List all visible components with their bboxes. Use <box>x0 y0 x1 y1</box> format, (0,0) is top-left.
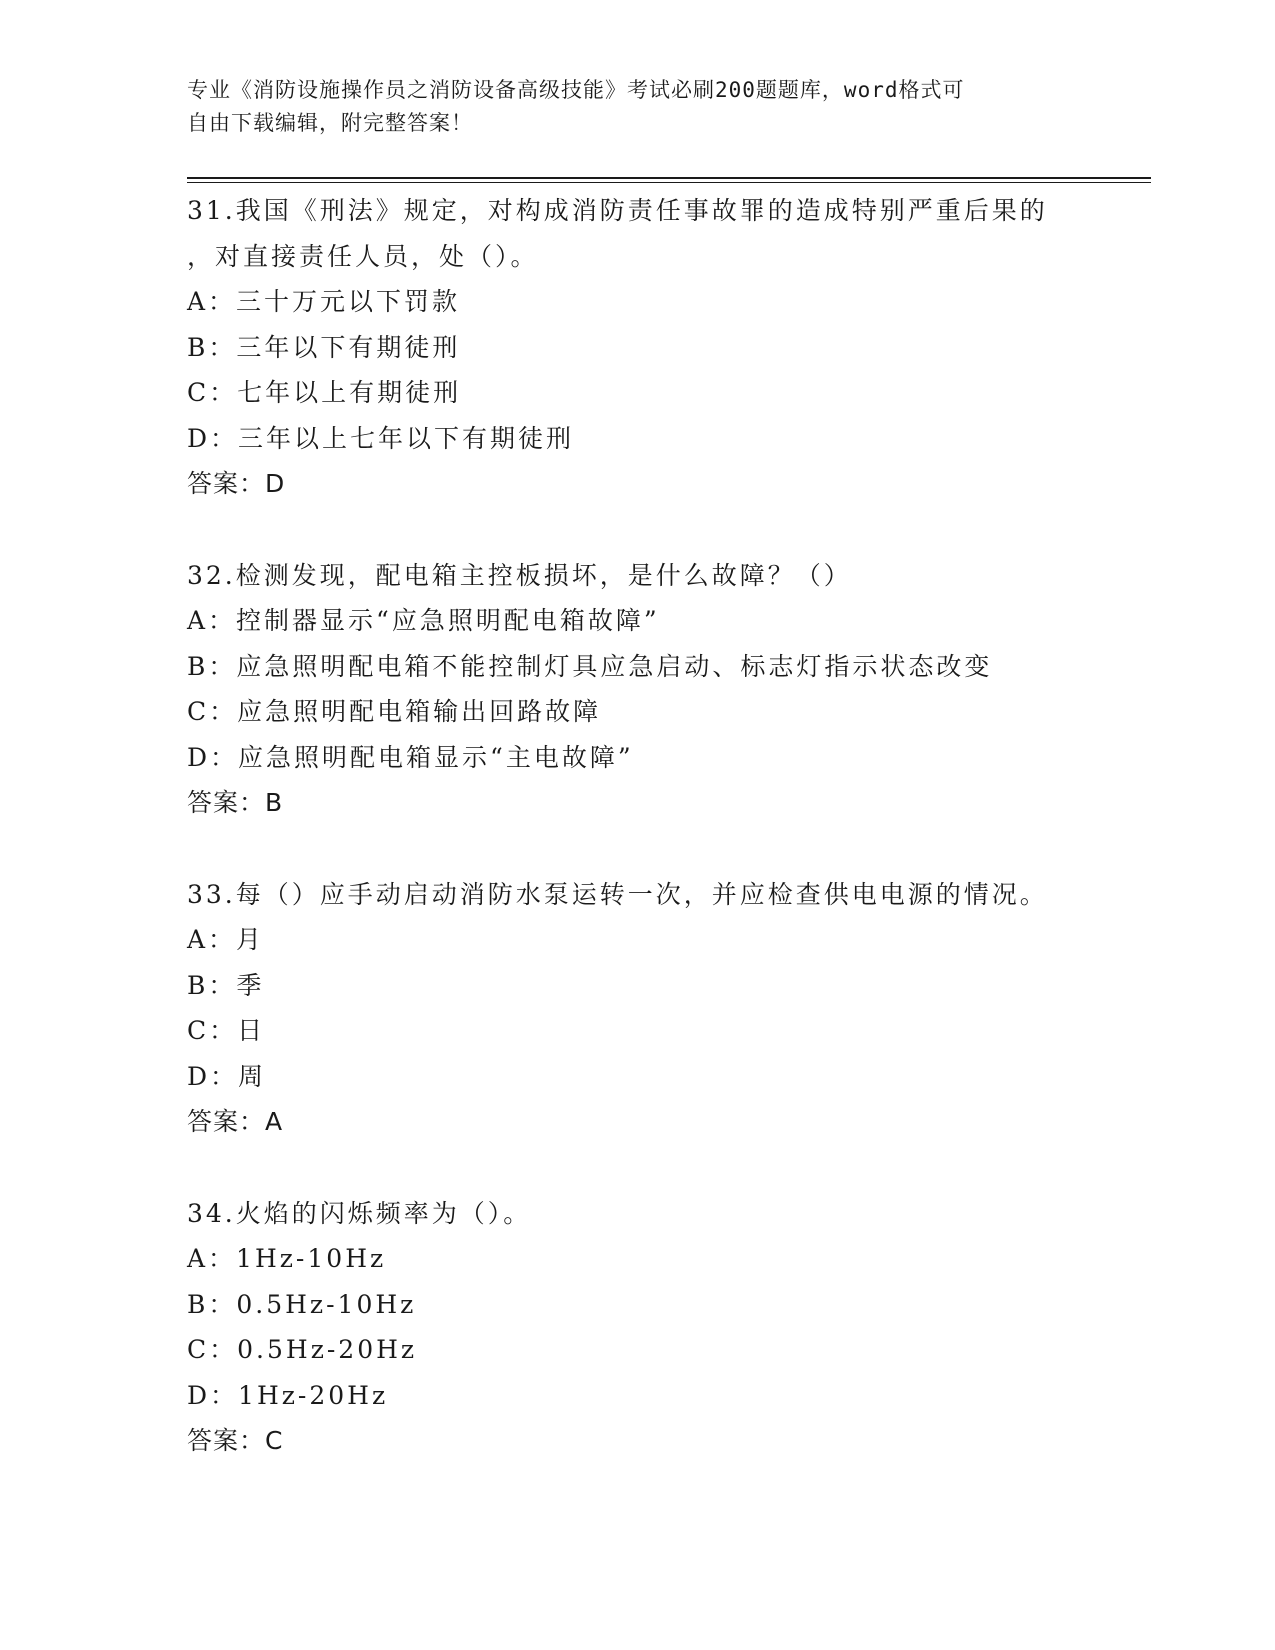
question-list <box>187 188 1147 1464</box>
header-divider-thick <box>187 177 1151 179</box>
header-line-2: 自由下载编辑，附完整答案！ <box>187 111 473 135</box>
option-b: B：应急照明配电箱不能控制灯具应急启动、标志灯指示状态改变 <box>187 651 993 681</box>
header-divider-thin <box>187 182 1151 183</box>
answer: 答案：D <box>187 469 286 498</box>
option-d: D：三年以上七年以下有期徒刑 <box>187 423 575 453</box>
option-a: A：控制器显示“应急照明配电箱故障” <box>187 606 660 635</box>
answer: 答案：A <box>187 1107 284 1136</box>
option-b: B：0.5Hz-10Hz <box>187 1289 417 1319</box>
question-stem: 34.火焰的闪烁频率为（）。 <box>187 1198 532 1228</box>
question-stem: 33.每（）应手动启动消防水泵运转一次，并应检查供电电源的情况。 <box>187 879 1048 909</box>
option-b: B：三年以下有期徒刑 <box>187 332 461 362</box>
option-d: D：应急照明配电箱显示“主电故障” <box>187 742 634 772</box>
question-33 <box>187 872 1147 1145</box>
option-d: D：周 <box>187 1061 267 1091</box>
option-c: C：0.5Hz-20Hz <box>187 1335 418 1364</box>
question-31 <box>187 188 1147 507</box>
option-a: A：三十万元以下罚款 <box>187 287 461 316</box>
answer: 答案：C <box>187 1426 284 1455</box>
question-34 <box>187 1191 1147 1464</box>
option-a: A：月 <box>187 925 265 954</box>
option-d: D：1Hz-20Hz <box>187 1380 389 1410</box>
option-c: C：应急照明配电箱输出回路故障 <box>187 697 602 726</box>
question-stem: 31.我国《刑法》规定，对构成消防责任事故罪的造成特别严重后果的 <box>187 196 1048 225</box>
option-c: C：七年以上有期徒刑 <box>187 378 462 407</box>
document-header <box>187 74 1087 140</box>
option-c: C：日 <box>187 1016 266 1045</box>
answer: 答案：B <box>187 788 284 817</box>
header-line-1: 专业《消防设施操作员之消防设备高级技能》考试必刷200题题库，word格式可 <box>187 78 965 102</box>
question-stem-continued: ，对直接责任人员，处（）。 <box>187 241 539 271</box>
option-a: A：1Hz-10Hz <box>187 1244 387 1273</box>
question-stem: 32.检测发现，配电箱主控板损坏，是什么故障？（） <box>187 560 852 590</box>
question-32 <box>187 553 1147 826</box>
option-b: B：季 <box>187 970 265 1000</box>
